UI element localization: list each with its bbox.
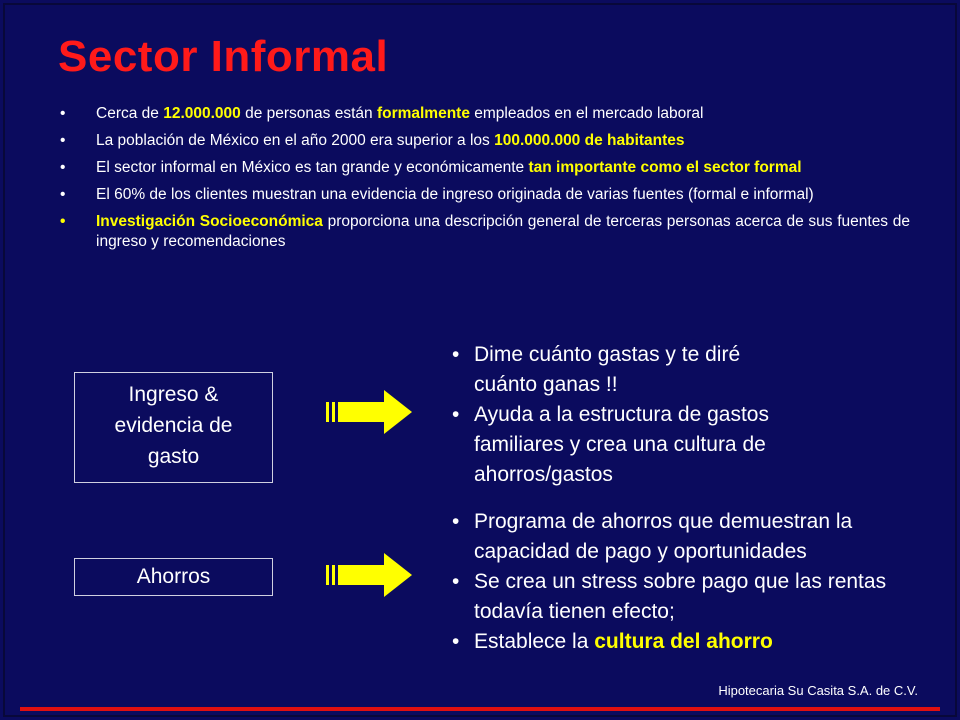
savings-culture-highlight: cultura del ahorro bbox=[594, 630, 773, 653]
list-line: familiares y crea una cultura de bbox=[474, 433, 766, 456]
bullet-item bbox=[60, 185, 910, 205]
list-line: cuánto ganas !! bbox=[474, 373, 618, 396]
footer-company: Hipotecaria Su Casita S.A. de C.V. bbox=[718, 683, 918, 698]
bullet-dot: • bbox=[452, 510, 460, 533]
right-arrow-icon bbox=[326, 551, 416, 599]
list-line: todavía tienen efecto; bbox=[474, 600, 675, 623]
bullet-item bbox=[60, 158, 910, 178]
income-evidence-box bbox=[74, 372, 273, 483]
list-line: Programa de ahorros que demuestran la bbox=[474, 510, 853, 533]
bullet-dot: • bbox=[60, 132, 66, 149]
list-line: Establece la bbox=[474, 630, 595, 653]
savings-notes-list bbox=[452, 507, 922, 657]
bullet-dot: • bbox=[60, 213, 66, 230]
footer-rule bbox=[20, 707, 940, 711]
list-line: capacidad de pago y oportunidades bbox=[474, 540, 807, 563]
bullet-highlight: Investigación Socioeconómica bbox=[96, 213, 323, 230]
slide-title: Sector Informal bbox=[58, 32, 389, 81]
bullet-item bbox=[60, 104, 910, 124]
bullet-dot: • bbox=[60, 159, 66, 176]
bullet-highlight: 100.000.000 de habitantes bbox=[494, 132, 685, 149]
list-line: Dime cuánto gastas y te diré bbox=[474, 343, 741, 366]
bullet-text: Cerca de bbox=[96, 105, 164, 122]
list-item bbox=[452, 340, 812, 400]
box-line: evidencia de bbox=[114, 414, 233, 437]
bullet-text: La población de México en el año 2000 era superior a los bbox=[96, 132, 495, 149]
bullet-text: de personas están bbox=[240, 105, 377, 122]
bullet-text: empleados en el mercado laboral bbox=[469, 105, 704, 122]
savings-box: Ahorros bbox=[74, 558, 273, 596]
list-line: ahorros/gastos bbox=[474, 463, 613, 486]
bullet-dot: • bbox=[452, 343, 460, 366]
list-item bbox=[452, 567, 922, 627]
income-notes-list bbox=[452, 340, 812, 490]
list-item bbox=[452, 507, 922, 567]
right-arrow-icon bbox=[326, 388, 416, 436]
bullet-dot: • bbox=[60, 105, 66, 122]
bullet-text: El sector informal en México es tan grande y económicamente bbox=[96, 159, 529, 176]
bullet-dot: • bbox=[60, 186, 66, 203]
bullet-highlight: 12.000.000 bbox=[163, 105, 241, 122]
bullet-text: El 60% de los clientes muestran una evidencia de ingreso originada de varias fuentes (formal e informal) bbox=[96, 186, 814, 203]
box-line: Ingreso & bbox=[128, 383, 219, 406]
box-line: gasto bbox=[147, 445, 200, 468]
bullet-dot: • bbox=[452, 570, 460, 593]
bullet-highlight: tan importante como el sector formal bbox=[528, 159, 802, 176]
bullet-dot: • bbox=[452, 630, 460, 653]
bullet-item bbox=[60, 131, 910, 151]
bullet-dot: • bbox=[452, 403, 460, 426]
list-item bbox=[452, 627, 922, 657]
bullet-text: proporciona una descripción general de terceras personas acerca de sus fuentes de ingreso y recomendaciones bbox=[96, 213, 910, 250]
bullet-highlight: formalmente bbox=[376, 105, 470, 122]
list-item bbox=[452, 400, 812, 490]
bullet-item bbox=[60, 212, 910, 252]
list-line: Se crea un stress sobre pago que las rentas bbox=[474, 570, 887, 593]
list-line: Ayuda a la estructura de gastos bbox=[474, 403, 769, 426]
bullet-list bbox=[60, 104, 910, 259]
